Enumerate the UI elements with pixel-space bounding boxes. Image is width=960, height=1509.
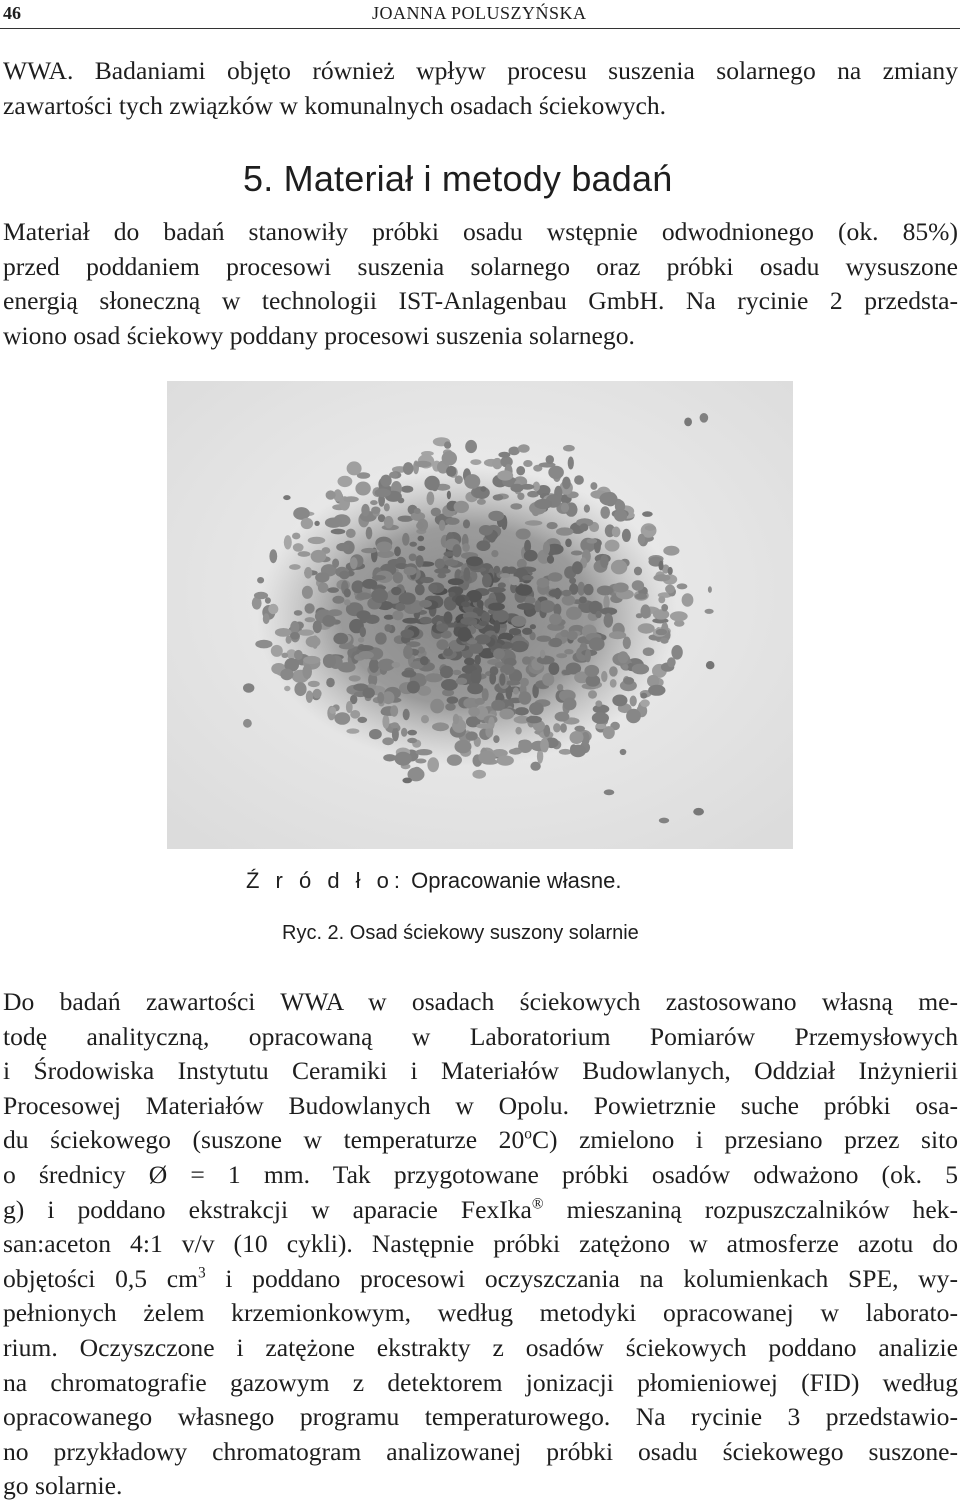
- page-header: [0, 0, 960, 30]
- materials-paragraph: [3, 215, 958, 353]
- text-line: opracowanego własnego programu temperaturowego. Na rycinie 3 przedstawio-: [3, 1402, 958, 1432]
- registered-mark: ®: [531, 1195, 544, 1213]
- sludge-photo: [167, 381, 793, 849]
- page-number: 46: [3, 3, 21, 23]
- header-rule: [0, 28, 960, 29]
- text-line: przed poddaniem procesowi suszenia solarnego oraz próbki osadu wysuszone: [3, 251, 958, 281]
- text-line: no przykładowy chromatogram analizowanej próbki osadu ściekowego suszone-: [3, 1436, 958, 1466]
- degree-superscript: o: [524, 1125, 532, 1143]
- text-line: WWA. Badaniami objęto również wpływ procesu suszenia solarnego na zmiany: [3, 56, 958, 85]
- text-line: na chromatografie gazowym z detektorem jonizacji płomieniowej (FID) według: [3, 1367, 958, 1397]
- text-line: objętości 0,5 $cm^3$ i poddano procesowi oczyszczania na kolumienkach SPE, wy-: [3, 1263, 958, 1293]
- text-line: Do badań zawartości WWA w osadach ściekowych zastosowano własną me-: [3, 987, 958, 1016]
- text-line: Materiał do badań stanowiły próbki osadu wstępnie odwodnionego (ok. 85%): [3, 217, 958, 246]
- intro-paragraph: [3, 54, 958, 123]
- source-label: Ź r ó d ł o:: [246, 868, 406, 893]
- text-line: i Środowiska Instytutu Ceramiki i Materiałów Budowlanych, Oddział Inżynierii: [3, 1056, 958, 1086]
- text-line: g) i poddano ekstrakcji w aparacie FexIka® mieszaniną rozpuszczalników hek-: [3, 1194, 958, 1224]
- figure-caption: Ryc. 2. Osad ściekowy suszony solarnie: [282, 922, 639, 944]
- source-text: Opracowanie własne.: [411, 868, 622, 893]
- text-line: todę analityczną, opracowaną w Laboratorium Pomiarów Przemysłowych: [3, 1021, 958, 1051]
- section-heading: 5. Materiał i metody badań: [243, 158, 673, 199]
- running-head-author: JOANNA POLUSZYŃSKA: [372, 3, 587, 23]
- text-line: go solarnie.: [3, 1471, 123, 1501]
- text-line: o średnicy Ø = 1 mm. Tak przygotowane próbki osadów odważono (ok. 5: [3, 1159, 958, 1189]
- text-line: energią słoneczną w technologii IST-Anlagenbau GmbH. Na rycinie 2 przedsta-: [3, 286, 958, 316]
- cube-superscript: 3: [198, 1264, 206, 1282]
- text-line: du ściekowego (suszone w temperaturze 20$^o$C) zmielono i przesiano przez sito: [3, 1125, 958, 1155]
- figure-source: [246, 868, 622, 894]
- text-line: zawartości tych związków w komunalnych osadach ściekowych.: [3, 90, 667, 120]
- text-line: Procesowej Materiałów Budowlanych w Opolu. Powietrznie suche próbki osa-: [3, 1090, 958, 1120]
- text-line: san:aceton 4:1 v/v (10 cykli). Następnie próbki zatężono w atmosferze azotu do: [3, 1229, 958, 1259]
- text-line: pełnionych żelem krzemionkowym, według metodyki opracowanej w laborato-: [3, 1298, 958, 1328]
- text-line: wiono osad ściekowy poddany procesowi suszenia solarnego.: [3, 320, 635, 350]
- text-line: rium. Oczyszczone i zatężone ekstrakty z osadów ściekowych poddano analizie: [3, 1332, 958, 1362]
- methods-paragraph: [3, 985, 958, 1504]
